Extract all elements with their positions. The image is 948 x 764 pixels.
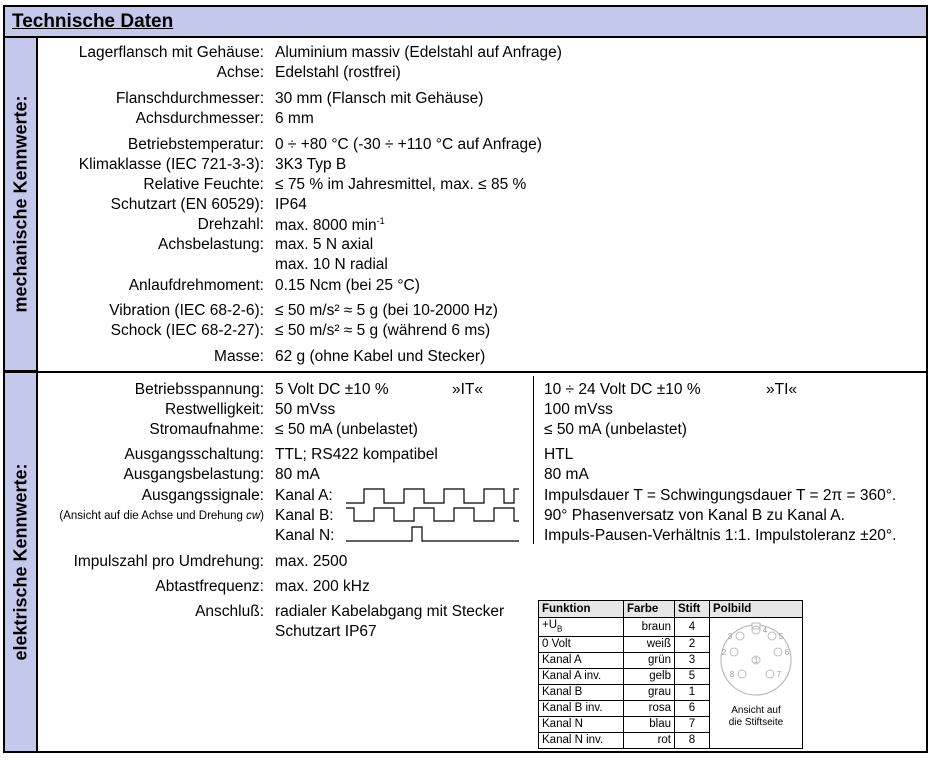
connector-pin-number: 1 [753, 656, 759, 665]
mech-value [275, 322, 490, 340]
mech-label: Schock (IEC 68-2-27): [110, 322, 264, 339]
connector-pin [774, 648, 782, 656]
pin-funktion-text: Kanal N [542, 718, 583, 731]
pin-funktion [539, 685, 624, 701]
mech-label: Achsbelastung: [158, 236, 264, 253]
header-funktion: Funktion [539, 601, 624, 618]
connector-pin-number: 3 [727, 632, 733, 641]
elec-label: Stromaufnahme: [149, 421, 264, 438]
mech-value-text: 0 ÷ +80 °C (-30 ÷ +110 °C auf Anfrage) [275, 136, 542, 153]
mech-value [275, 136, 542, 154]
pin-funktion [539, 717, 624, 733]
connector-pin-number: 2 [721, 648, 727, 657]
header-farbe: Farbe [624, 601, 675, 618]
mech-value-text: IP64 [275, 196, 307, 213]
mech-value [275, 256, 388, 274]
connector-pin-number: 5 [778, 632, 784, 641]
waveform-channel-b [346, 508, 519, 521]
mech-value-text: ≤ 50 m/s² ≈ 5 g (während 6 ms) [275, 322, 491, 339]
pin-farbe: weiß [624, 637, 675, 653]
pin-funktion-text: 0 Volt [542, 638, 571, 651]
channel-a-label: Kanal A: [275, 487, 333, 504]
channel-n-label: Kanal N: [275, 527, 335, 544]
mech-value-text: 0.15 Ncm (bei 25 °C) [275, 277, 420, 294]
mech-label: Flanschdurchmesser: [115, 90, 264, 107]
mech-value [275, 90, 483, 108]
frequency-label: Abtastfrequenz: [155, 578, 264, 595]
connector-pin [768, 632, 776, 640]
connector-pin [766, 670, 774, 678]
pin-stift: 2 [675, 637, 710, 653]
mech-value [275, 216, 385, 235]
pin-farbe: grau [624, 685, 675, 701]
impulses-value: max. 2500 [275, 553, 348, 570]
elec-label: Ausgangsschaltung: [124, 446, 264, 463]
elec-label: Betriebsspannung: [134, 381, 264, 398]
variant-ti-label: »TI« [766, 381, 798, 398]
elec-label: Ausgangsbelastung: [123, 466, 264, 483]
pin-farbe: rot [624, 733, 675, 749]
connector-pin [730, 648, 738, 656]
connector-pin [736, 632, 744, 640]
signal-desc-3: Impuls-Pausen-Verhältnis 1:1. Impulstoleranz ±20°. [544, 527, 897, 544]
pin-farbe: grün [624, 653, 675, 669]
mech-value [275, 302, 498, 320]
pin-stift: 3 [675, 653, 710, 669]
mech-value [275, 277, 420, 295]
mech-label: Anlaufdrehmoment: [128, 277, 264, 294]
waveform-channel-n [346, 527, 519, 541]
mech-value-text: 30 mm (Flansch mit Gehäuse) [275, 90, 484, 107]
elec-value-it: 80 mA [275, 466, 320, 483]
mech-value [275, 44, 562, 62]
elec-value-ti: 100 mVss [544, 401, 613, 418]
mech-value [275, 176, 526, 194]
mech-value [275, 196, 307, 214]
signal-waveforms [346, 486, 526, 544]
frequency-value: max. 200 kHz [275, 578, 370, 595]
pin-stift: 7 [675, 717, 710, 733]
mech-value [275, 64, 401, 82]
pin-funktion-text: Kanal A [542, 654, 582, 667]
signal-desc-1: Impulsdauer T = Schwingungsdauer T = 2π = 360°. [544, 487, 897, 504]
mech-value [275, 236, 373, 254]
pin-farbe: gelb [624, 669, 675, 685]
mech-label: Schutzart (EN 60529): [110, 196, 264, 213]
elec-value-ti: HTL [544, 446, 574, 463]
elec-value-it: 50 mVss [275, 401, 336, 418]
pin-stift: 5 [675, 669, 710, 685]
mech-value-text: 6 mm [275, 110, 314, 127]
pin-stift: 1 [675, 685, 710, 701]
pin-row [539, 618, 803, 637]
connection-value-2: Schutzart IP67 [275, 623, 377, 640]
pin-funktion-text: Kanal B inv. [542, 702, 603, 715]
elec-value-ti: 10 ÷ 24 Volt DC ±10 % [544, 381, 701, 398]
polbild-caption-2: die Stiftseite [728, 717, 784, 728]
elec-value-it: ≤ 50 mA (unbelastet) [275, 421, 418, 438]
pin-stift: 4 [675, 618, 710, 637]
variant-divider [533, 376, 534, 544]
pin-stift: 6 [675, 701, 710, 717]
pin-funktion-text: Kanal B [542, 686, 583, 699]
pin-funktion [539, 701, 624, 717]
mech-value-text: ≤ 50 m/s² ≈ 5 g (bei 10-2000 Hz) [275, 302, 498, 319]
signals-note: (Ansicht auf die Achse und Drehung cw) [59, 510, 264, 522]
connection-value-1: radialer Kabelabgang mit Stecker [275, 603, 505, 620]
mech-value [275, 156, 346, 174]
connector-pin-number: 4 [762, 626, 768, 635]
pin-farbe: braun [624, 618, 675, 637]
connector-pin-number: 8 [729, 670, 735, 679]
connection-label: Anschluß: [195, 603, 264, 620]
pin-funktion [539, 733, 624, 749]
variant-it-label: »IT« [452, 381, 484, 398]
connector-pin-number: 6 [784, 648, 790, 657]
polbild-cell [710, 618, 803, 749]
pin-funktion [539, 653, 624, 669]
mech-label: Achse: [216, 64, 264, 81]
pin-table [538, 600, 803, 749]
sidebar-electrical [3, 370, 38, 753]
mech-value-text: Edelstahl (rostfrei) [275, 64, 401, 81]
elec-value-it: TTL; RS422 kompatibel [275, 446, 438, 463]
pin-funktion-text: Kanal N inv. [542, 734, 604, 747]
mech-value-text: 3K3 Typ B [275, 156, 347, 173]
pin-funktion [539, 618, 624, 637]
mech-value-text: ≤ 75 % im Jahresmittel, max. ≤ 85 % [275, 176, 527, 193]
mech-value-text: 62 g (ohne Kabel und Stecker) [275, 348, 486, 365]
mech-value [275, 110, 314, 128]
signals-label: Ausgangssignale: [141, 487, 264, 504]
section-divider [3, 371, 928, 373]
pin-stift: 8 [675, 733, 710, 749]
elec-label: Restwelligkeit: [164, 401, 264, 418]
mech-value-text: max. 8000 min [275, 217, 377, 235]
section-label-mechanical: mechanische Kennwerte: [10, 95, 30, 313]
pin-funktion-text: Kanal A inv. [542, 670, 602, 683]
mech-value-text: max. 10 N radial [275, 256, 388, 273]
elec-value-ti: ≤ 50 mA (unbelastet) [544, 421, 687, 438]
mech-value-sup: -1 [376, 216, 385, 226]
mech-value-text: Aluminium massiv (Edelstahl auf Anfrage) [275, 44, 562, 61]
connector-pin [738, 670, 746, 678]
sidebar-mechanical [3, 36, 38, 372]
page-title: Technische Daten [12, 11, 174, 32]
waveform-channel-a [346, 489, 519, 503]
mech-label: Drehzahl: [197, 216, 264, 233]
pin-funktion-text: +U [542, 619, 558, 631]
mech-label: Vibration (IEC 68-2-6): [109, 302, 264, 319]
elec-value-it: 5 Volt DC ±10 % [275, 381, 389, 398]
mech-label: Relative Feuchte: [143, 176, 264, 193]
pin-table-header [539, 601, 803, 618]
header-stift: Stift [675, 601, 710, 618]
mech-label: Achsdurchmesser: [135, 110, 264, 127]
mech-label: Lagerflansch mit Gehäuse: [78, 44, 264, 61]
channel-b-label: Kanal B: [275, 507, 334, 524]
mech-value [275, 348, 485, 366]
section-label-electrical: elektrische Kennwerte: [10, 462, 30, 661]
impulses-label: Impulszahl pro Umdrehung: [73, 553, 264, 570]
mech-value-text: max. 5 N axial [275, 236, 374, 253]
pin-funktion [539, 637, 624, 653]
signal-desc-2: 90° Phasenversatz von Kanal B zu Kanal A. [544, 507, 845, 524]
header-polbild: Polbild [710, 601, 803, 618]
pin-farbe: rosa [624, 701, 675, 717]
connector-pin-number: 7 [776, 670, 782, 679]
elec-value-ti: 80 mA [544, 466, 589, 483]
mech-label: Klimaklasse (IEC 721-3-3): [78, 156, 264, 173]
pin-funktion [539, 669, 624, 685]
mech-label: Masse: [214, 348, 264, 365]
pin-farbe: blau [624, 717, 675, 733]
polbild-caption-1: Ansicht auf [731, 705, 781, 716]
connector-pinout-icon [716, 618, 796, 700]
pin-funktion-sub: B [557, 624, 563, 634]
mech-label: Betriebstemperatur: [127, 136, 264, 153]
